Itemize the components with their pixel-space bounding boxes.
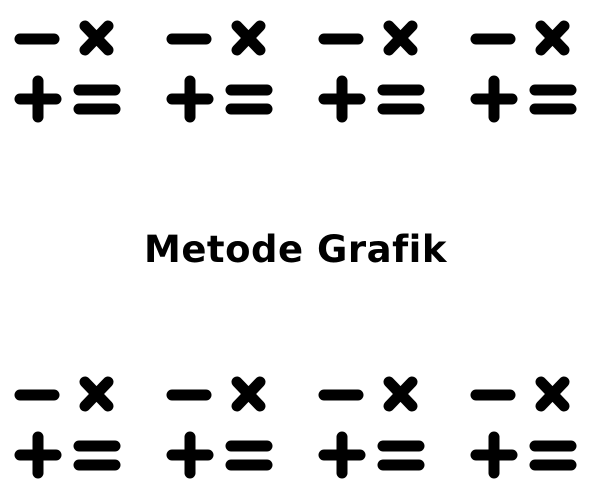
math-operators-icon bbox=[164, 370, 274, 480]
bottom-icon-row bbox=[0, 370, 591, 480]
math-operators-icon bbox=[12, 14, 122, 124]
page-title: Metode Grafik bbox=[144, 228, 447, 271]
math-operators-icon bbox=[468, 14, 578, 124]
math-operators-icon bbox=[164, 14, 274, 124]
math-operators-icon bbox=[12, 370, 122, 480]
math-operators-icon bbox=[316, 370, 426, 480]
top-icon-row bbox=[0, 14, 591, 124]
math-operators-icon bbox=[316, 14, 426, 124]
math-operators-icon bbox=[468, 370, 578, 480]
